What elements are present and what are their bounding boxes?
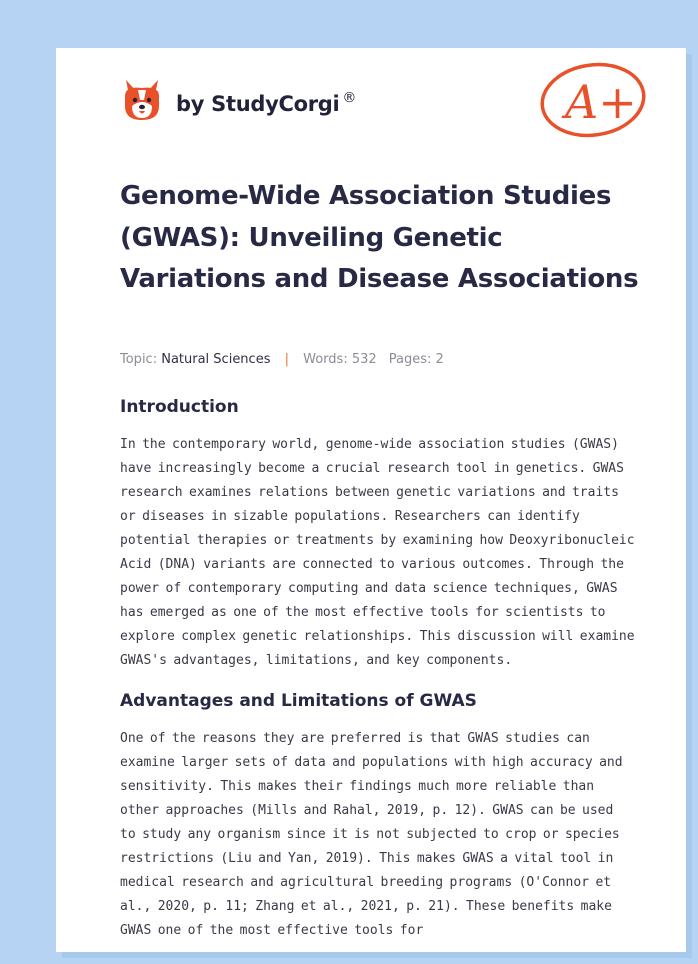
brand-name: by StudyCorgi ® xyxy=(176,90,357,116)
meta-separator: | xyxy=(284,352,289,367)
registered-mark: ® xyxy=(342,90,357,106)
studycorgi-logo[interactable] xyxy=(122,76,356,124)
document-title: Genome-Wide Association Studies (GWAS): Unveiling Genetic Variations and Disease Associations xyxy=(120,181,639,294)
topic-link[interactable]: Natural Sciences xyxy=(161,352,271,367)
word-count: Words: 532 xyxy=(303,352,377,367)
section-heading-introduction: Introduction xyxy=(120,397,239,417)
page-count: Pages: 2 xyxy=(388,352,444,367)
section-text-advantages: One of the reasons they are preferred is that GWAS studies can examine larger sets of data and populations with high accuracy and sensitivity. This makes their findings much more reliable than other approaches (Mills and Rahal, 2019, p. 12). GWAS can be used to study any organism since it is not subjected to crop or species restrictions (Liu and Yan, 2019). This makes GWAS a vital tool in medical research and agricultural breeding programs (O'Connor et al., 2020, p. 11; Zhang et al., 2021, p. 21). These benefits make GWAS one of the most effective tools for xyxy=(120,731,623,938)
section-heading-advantages: Advantages and Limitations of GWAS xyxy=(120,691,477,711)
grade-a-plus-icon xyxy=(538,60,648,140)
grade-badge xyxy=(538,60,648,144)
topic-label: Topic: xyxy=(120,352,158,367)
document-meta xyxy=(120,352,444,367)
svg-text:A+: A+ xyxy=(565,75,637,129)
corgi-icon xyxy=(122,78,162,122)
document-page xyxy=(56,48,686,952)
section-text-introduction: In the contemporary world, genome-wide association studies (GWAS) have increasingly become a crucial research tool in genetics. GWAS research examines relations between genetic variations and traits or diseases in sizable populations. Researchers can identify potential therapies or treatments by examining how Deoxyribonucleic Acid (DNA) variants are connected to various outcomes. Through the power of contemporary computing and data science techniques, GWAS has emerged as one of the most effective tools for scientists to explore complex genetic relationships. This discussion will examine GWAS's advantages, limitations, and key components. xyxy=(120,437,635,668)
